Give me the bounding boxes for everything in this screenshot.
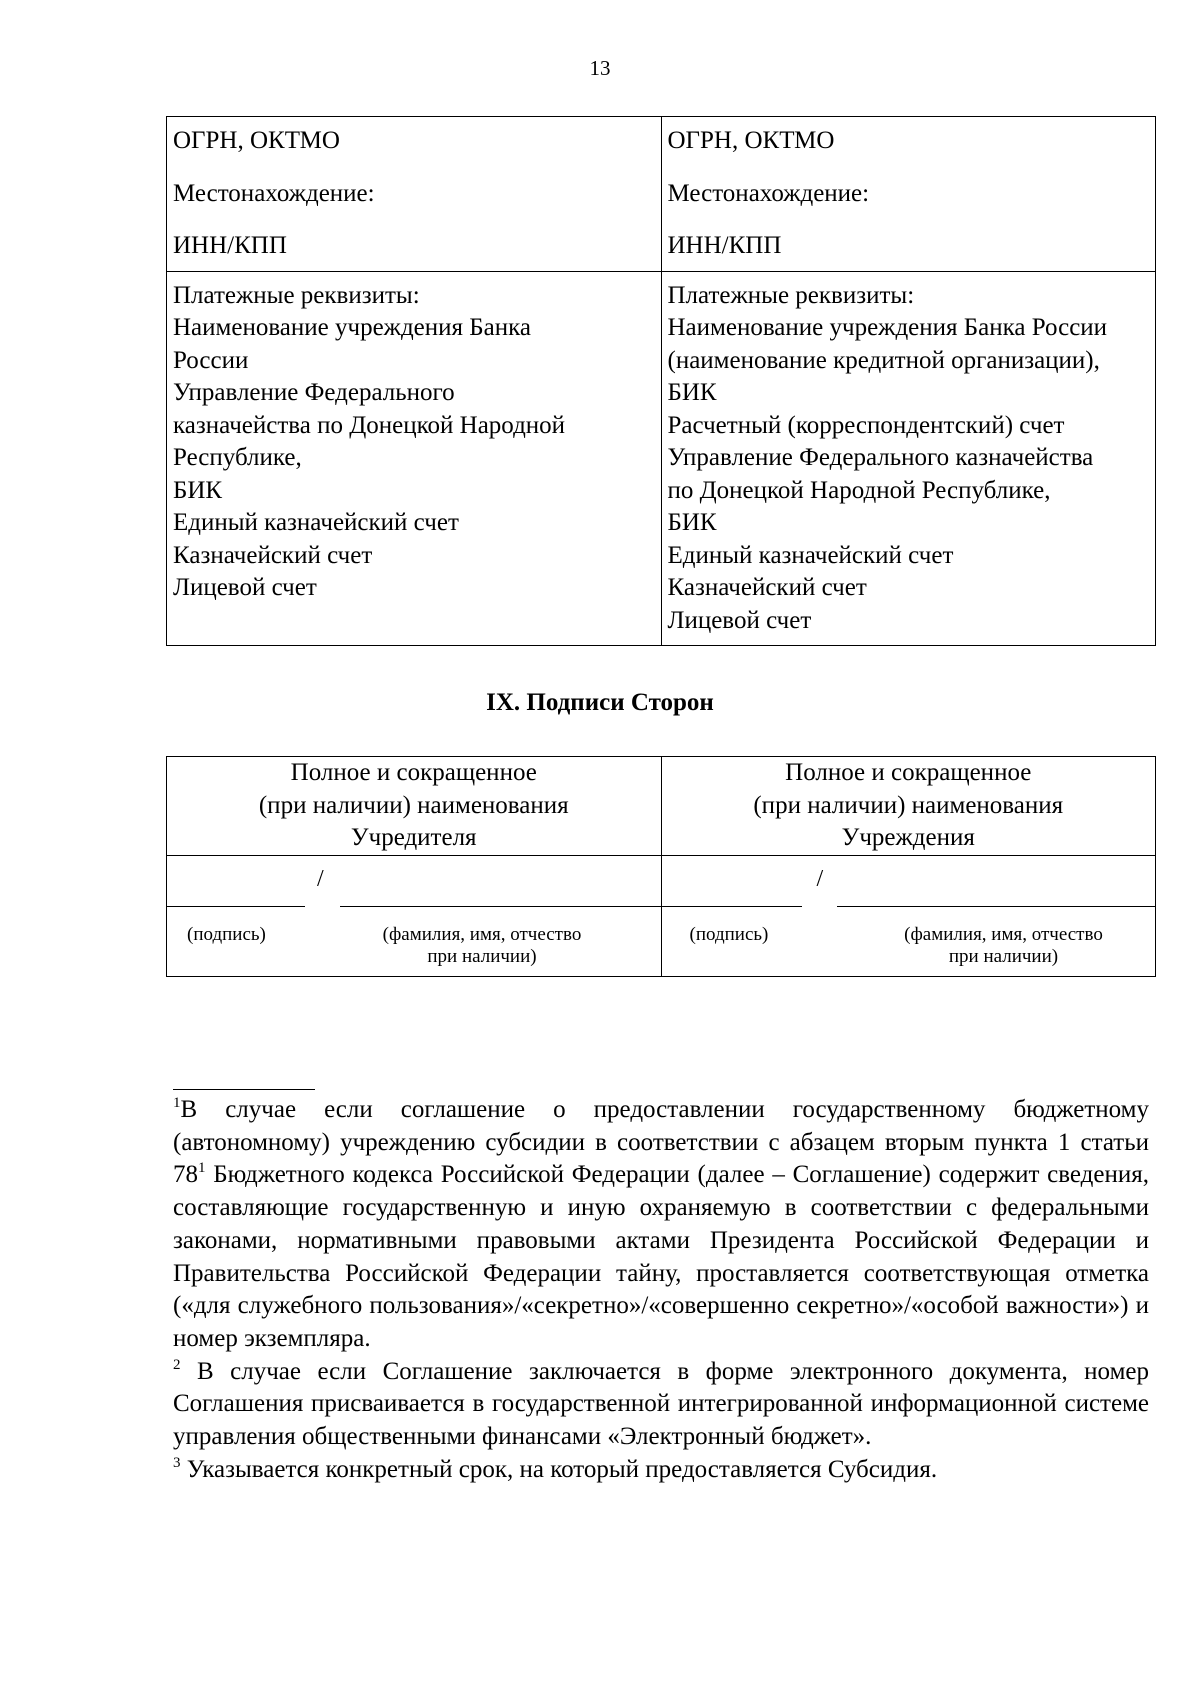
signature-line xyxy=(167,906,305,907)
payment-line: Управление Федерального казначейства xyxy=(667,444,1094,471)
header-line: (при наличии) наименования xyxy=(258,791,569,819)
signatures-table xyxy=(166,756,1156,977)
signatures-header-row xyxy=(167,757,1156,856)
payment-line: (наименование кредитной организации), xyxy=(667,346,1100,374)
inn-kpp-label: ИНН/КПП xyxy=(667,232,782,259)
payment-line: Казначейский счет xyxy=(667,574,867,601)
footnote-text: В случае если Соглашение заключается в форме электронного документа, номер Соглашения присваивается в государственной интегрированной информационной системе управления общественными финансами «Электронный бюджет». xyxy=(173,1357,1149,1451)
signature-caption: (подпись) xyxy=(187,923,266,945)
footnote-text: В случае если соглашение о предоставлении государственному бюджетному (автономному) учреждению субсидии в соответствии с абзацем вторым пункта 1 статьи 78 xyxy=(173,1096,1149,1189)
payment-details-institution xyxy=(661,271,1156,646)
signature-caption: (подпись) xyxy=(689,923,769,945)
separator-slash: / xyxy=(816,865,824,892)
requisites-row-payment xyxy=(167,271,1156,646)
payment-line: БИК xyxy=(667,509,717,536)
footnote-2 xyxy=(173,1356,1149,1454)
footnote-text: Бюджетного кодекса Российской Федерации (далее – Соглашение) содержит сведения, составляющие государственную и иную охраняемую в соответствии с федеральными законами, нормативными правовыми актами Президента Российской Федерации и Правительства Российской Федерации тайну, проставляется соответствующая отметка («для служебного пользования»/«секретно»/«совершенно секретно»/«особой важности») и номер экземпляра. xyxy=(173,1161,1149,1352)
payment-line: казначейства по Донецкой Народной xyxy=(173,411,566,439)
payment-line: по Донецкой Народной Республике, xyxy=(667,476,1051,504)
payment-line: Лицевой счет xyxy=(667,606,812,634)
founder-signature-cell xyxy=(167,855,662,976)
payment-line: Платежные реквизиты: xyxy=(667,281,915,309)
footnotes xyxy=(173,1094,1149,1486)
institution-name-header xyxy=(661,757,1156,856)
founder-name-header xyxy=(167,757,662,856)
payment-line: Единый казначейский счет xyxy=(173,509,459,536)
signatures-sign-row xyxy=(167,855,1156,976)
requisites-row-ids xyxy=(167,117,1156,272)
header-line: Учреждения xyxy=(841,824,975,851)
section-title: IX. Подписи Сторон xyxy=(486,689,714,716)
payment-line: Республике, xyxy=(173,444,302,471)
header-line: Полное и сокращенное xyxy=(290,759,537,786)
footnote-mark: 2 xyxy=(173,1356,181,1373)
requisites-table xyxy=(166,116,1156,646)
header-line: Полное и сокращенное xyxy=(785,759,1032,786)
inn-kpp-label: ИНН/КПП xyxy=(173,232,287,259)
payment-line: Лицевой счет xyxy=(173,574,317,601)
payment-line: Расчетный (корреспондентский) счет xyxy=(667,411,1065,439)
article-superscript: 1 xyxy=(198,1160,206,1177)
payment-line: России xyxy=(173,346,249,374)
institution-signature-cell xyxy=(661,855,1156,976)
ogrn-oktmo-label: ОГРН, ОКТМО xyxy=(667,127,835,154)
name-caption: (фамилия, имя, отчество при наличии) xyxy=(382,923,582,967)
payment-line: Наименование учреждения Банка xyxy=(173,314,531,341)
requisites-cell-founder-ids xyxy=(167,117,662,272)
name-line xyxy=(340,906,661,907)
header-line: Учредителя xyxy=(350,824,477,851)
name-line xyxy=(837,906,1156,907)
footnote-3 xyxy=(173,1454,1149,1487)
payment-line: Казначейский счет xyxy=(173,541,373,569)
ogrn-oktmo-label: ОГРН, ОКТМО xyxy=(173,127,340,154)
footnote-mark: 1 xyxy=(173,1095,181,1111)
footnote-separator xyxy=(173,1089,315,1090)
footnote-mark: 3 xyxy=(173,1454,181,1471)
location-label: Местонахождение: xyxy=(667,179,870,207)
payment-details-founder xyxy=(167,271,662,646)
payment-line: Платежные реквизиты: xyxy=(173,281,420,309)
footnote-text: Указывается конкретный срок, на который предоставляется Субсидия. xyxy=(186,1455,938,1483)
payment-line: Наименование учреждения Банка России xyxy=(667,314,1108,341)
separator-slash: / xyxy=(317,865,324,892)
payment-line: Управление Федерального xyxy=(173,379,455,406)
payment-line: БИК xyxy=(173,476,223,504)
payment-line: Единый казначейский счет xyxy=(667,541,954,569)
header-line: (при наличии) наименования xyxy=(753,791,1064,819)
footnote-1 xyxy=(173,1094,1149,1356)
page-number: 13 xyxy=(589,56,611,80)
requisites-cell-institution-ids xyxy=(661,117,1156,272)
location-label: Местонахождение: xyxy=(173,179,375,207)
payment-line: БИК xyxy=(667,379,717,406)
name-caption: (фамилия, имя, отчество при наличии) xyxy=(904,923,1103,967)
signature-line xyxy=(662,906,802,907)
